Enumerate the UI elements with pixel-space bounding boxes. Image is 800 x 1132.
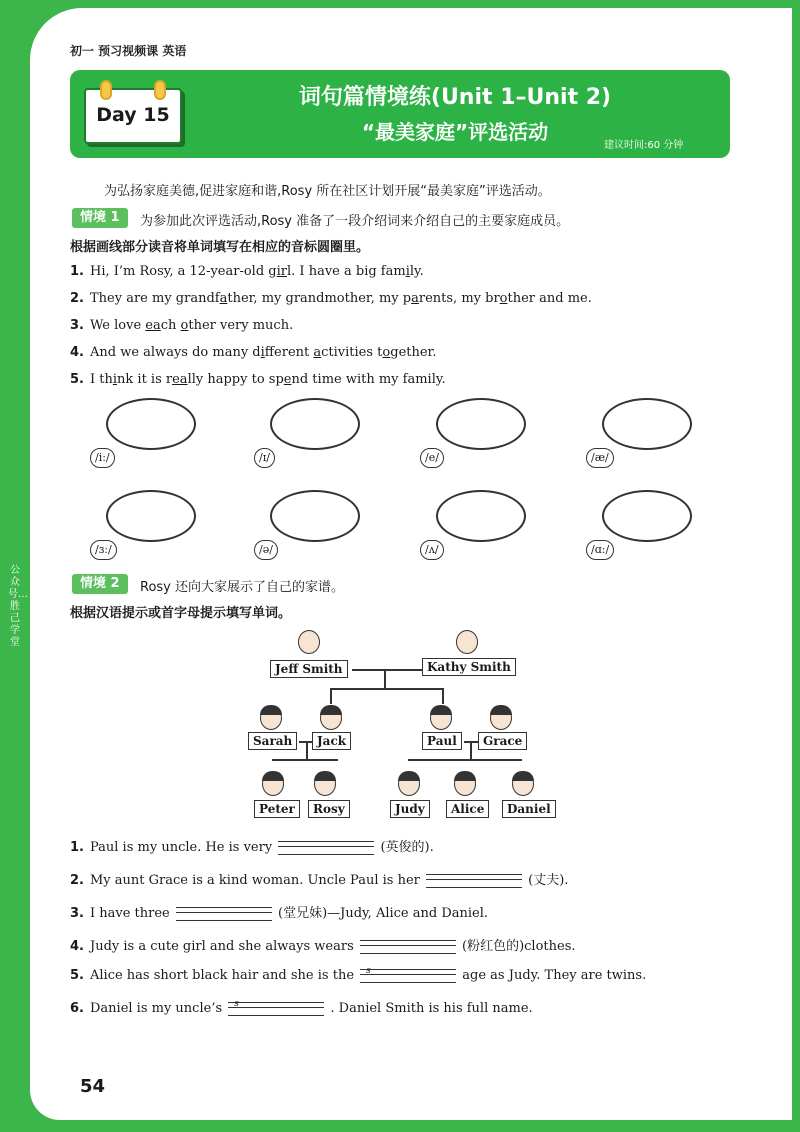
scene1-text: 为参加此次评选活动,Rosy 准备了一段介绍词来介绍自己的主要家庭成员。 [140, 214, 570, 229]
ipa-label: /ɜː/ [90, 540, 117, 560]
answer-blank[interactable] [278, 841, 374, 855]
answer-blank[interactable] [176, 907, 272, 921]
answer-blank[interactable] [426, 874, 522, 888]
member-kathy: Kathy Smith [422, 658, 516, 676]
item-number: 3. [70, 318, 84, 333]
fill-question [70, 935, 576, 954]
sentence-text: They are my grandf [89, 291, 220, 306]
grandfather-avatar-icon [298, 630, 320, 654]
scene2-text: Rosy 还向大家展示了自己的家谱。 [140, 580, 345, 595]
ipa-label: /ə/ [254, 540, 278, 560]
ring-icon [100, 80, 112, 100]
sentence-text: I th [89, 372, 113, 387]
underlined-sound: ea [172, 372, 188, 387]
answer-blank[interactable] [360, 965, 456, 983]
item-number: 5. [70, 968, 84, 983]
answer-oval[interactable] [270, 490, 360, 542]
day-badge [84, 88, 182, 144]
sentence-text: Hi, I’m Rosy, a 12-year-old g [89, 264, 277, 279]
item-number: 5. [70, 372, 84, 387]
sentence-item [70, 318, 293, 333]
ipa-label: /e/ [420, 448, 444, 468]
member-sarah: Sarah [248, 732, 297, 750]
item-number: 4. [70, 345, 84, 360]
question-text: Daniel is my uncle’s [89, 1001, 227, 1016]
grandmother-avatar-icon [456, 630, 478, 654]
underlined-sound: ea [145, 318, 161, 333]
question-text: Judy is a cute girl and she always wears [89, 939, 358, 954]
paul-avatar-icon [430, 706, 452, 730]
jack-avatar-icon [320, 706, 342, 730]
sentence-text: ch [160, 318, 181, 333]
tree-line [408, 759, 522, 761]
tree-line [470, 741, 472, 759]
tree-line [330, 688, 332, 704]
scene2-tag: 情境 2 [72, 574, 128, 594]
scene2-instruction: 根据汉语提示或首字母提示填写单词。 [70, 606, 292, 621]
header-label: 初一 预习视频课 英语 [70, 44, 187, 58]
side-watermark: 公众号…胜己学堂 [8, 565, 28, 648]
member-paul: Paul [422, 732, 462, 750]
sentence-text: nd time with my family. [291, 372, 446, 387]
item-number: 2. [70, 873, 84, 888]
member-jeff: Jeff Smith [270, 660, 348, 678]
sentence-text: rents, my br [418, 291, 500, 306]
fill-question [70, 998, 533, 1016]
sentence-item [70, 372, 446, 387]
underlined-sound: a [411, 291, 419, 306]
item-number: 1. [70, 840, 84, 855]
day-label: Day 15 [96, 104, 170, 126]
answer-oval[interactable] [106, 398, 196, 450]
question-text: Alice has short black hair and she is the [89, 968, 359, 983]
scene1-instruction: 根据画线部分读音将单词填写在相应的音标圆圈里。 [70, 240, 370, 255]
question-text: (粉红色的)clothes. [457, 939, 576, 954]
sentence-text: ther, my grandmother, my p [227, 291, 412, 306]
scene1-tag: 情境 1 [72, 208, 128, 228]
tree-line [384, 669, 386, 689]
sentence-text: And we always do many d [89, 345, 261, 360]
item-number: 4. [70, 939, 84, 954]
tree-line [330, 688, 442, 690]
underlined-sound: o [180, 318, 189, 333]
sentence-text: fferent [264, 345, 314, 360]
member-grace: Grace [478, 732, 527, 750]
ipa-label: /ɪ/ [254, 448, 275, 468]
answer-blank[interactable] [228, 998, 324, 1016]
peter-avatar-icon [262, 772, 284, 796]
question-text: Paul is my uncle. He is very [89, 840, 277, 855]
member-judy: Judy [390, 800, 430, 818]
sentence-text: We love [89, 318, 146, 333]
ring-icon [154, 80, 166, 100]
sentence-text: lly happy to sp [187, 372, 284, 387]
sentence-text: ctivities t [321, 345, 383, 360]
tree-line [272, 759, 338, 761]
rosy-avatar-icon [314, 772, 336, 796]
question-text: (丈夫). [524, 873, 569, 888]
sentence-text: ther and me. [507, 291, 592, 306]
fill-question [70, 902, 488, 921]
question-text: (英俊的). [376, 840, 434, 855]
member-peter: Peter [254, 800, 300, 818]
question-text: My aunt Grace is a kind woman. Uncle Paul is her [89, 873, 424, 888]
sentence-text: nk it is r [117, 372, 173, 387]
ipa-label: /æ/ [586, 448, 614, 468]
alice-avatar-icon [454, 772, 476, 796]
underlined-sound: a [313, 345, 322, 360]
ipa-label: /ɑː/ [586, 540, 614, 560]
member-alice: Alice [446, 800, 489, 818]
sentence-text: gether. [390, 345, 437, 360]
initial-hint: s [234, 998, 239, 1009]
answer-oval[interactable] [436, 490, 526, 542]
item-number: 6. [70, 1001, 84, 1016]
grace-avatar-icon [490, 706, 512, 730]
item-number: 2. [70, 291, 84, 306]
sentence-text: ther very much. [188, 318, 294, 333]
sentence-text: ly. [409, 264, 424, 279]
answer-oval[interactable] [106, 490, 196, 542]
tree-line [442, 688, 444, 704]
intro-text: 为弘扬家庭美德,促进家庭和谐,Rosy 所在社区计划开展“最美家庭”评选活动。 [104, 184, 551, 199]
ipa-label: /iː/ [90, 448, 115, 468]
suggested-time: 建议时间:60 分钟 [604, 140, 684, 151]
banner-title: 词句篇情境练(Unit 1–Unit 2) [298, 85, 612, 110]
sentence-item [70, 291, 592, 306]
underlined-sound: e [283, 372, 292, 387]
answer-oval[interactable] [602, 490, 692, 542]
answer-oval[interactable] [436, 398, 526, 450]
banner-subtitle: “最美家庭”评选活动 [361, 120, 549, 144]
member-jack: Jack [312, 732, 351, 750]
tree-line [352, 669, 422, 671]
fill-question [70, 836, 434, 855]
underlined-sound: o [382, 345, 391, 360]
answer-blank[interactable] [360, 940, 456, 954]
item-number: 1. [70, 264, 84, 279]
sentence-item [70, 264, 424, 279]
question-text: age as Judy. They are twins. [458, 968, 647, 983]
question-text: . Daniel Smith is his full name. [326, 1001, 533, 1016]
underlined-sound: i [260, 345, 265, 360]
fill-question [70, 869, 568, 888]
daniel-avatar-icon [512, 772, 534, 796]
underlined-sound: a [219, 291, 228, 306]
fill-question [70, 965, 647, 983]
judy-avatar-icon [398, 772, 420, 796]
sentence-text: l. I have a big fam [287, 264, 406, 279]
underlined-sound: i [112, 372, 118, 387]
underlined-sound: o [499, 291, 508, 306]
question-text: (堂兄妹)—Judy, Alice and Daniel. [273, 906, 489, 921]
underlined-sound: ir [276, 264, 287, 279]
ipa-label: /ʌ/ [420, 540, 444, 560]
sarah-avatar-icon [260, 706, 282, 730]
initial-hint: s [366, 965, 371, 976]
question-text: I have three [89, 906, 174, 921]
item-number: 3. [70, 906, 84, 921]
member-daniel: Daniel [502, 800, 556, 818]
underlined-sound: i [405, 264, 410, 279]
answer-oval[interactable] [270, 398, 360, 450]
sentence-item [70, 345, 436, 360]
tree-line [306, 741, 308, 759]
page-number: 54 [80, 1076, 106, 1097]
answer-oval[interactable] [602, 398, 692, 450]
member-rosy: Rosy [308, 800, 350, 818]
